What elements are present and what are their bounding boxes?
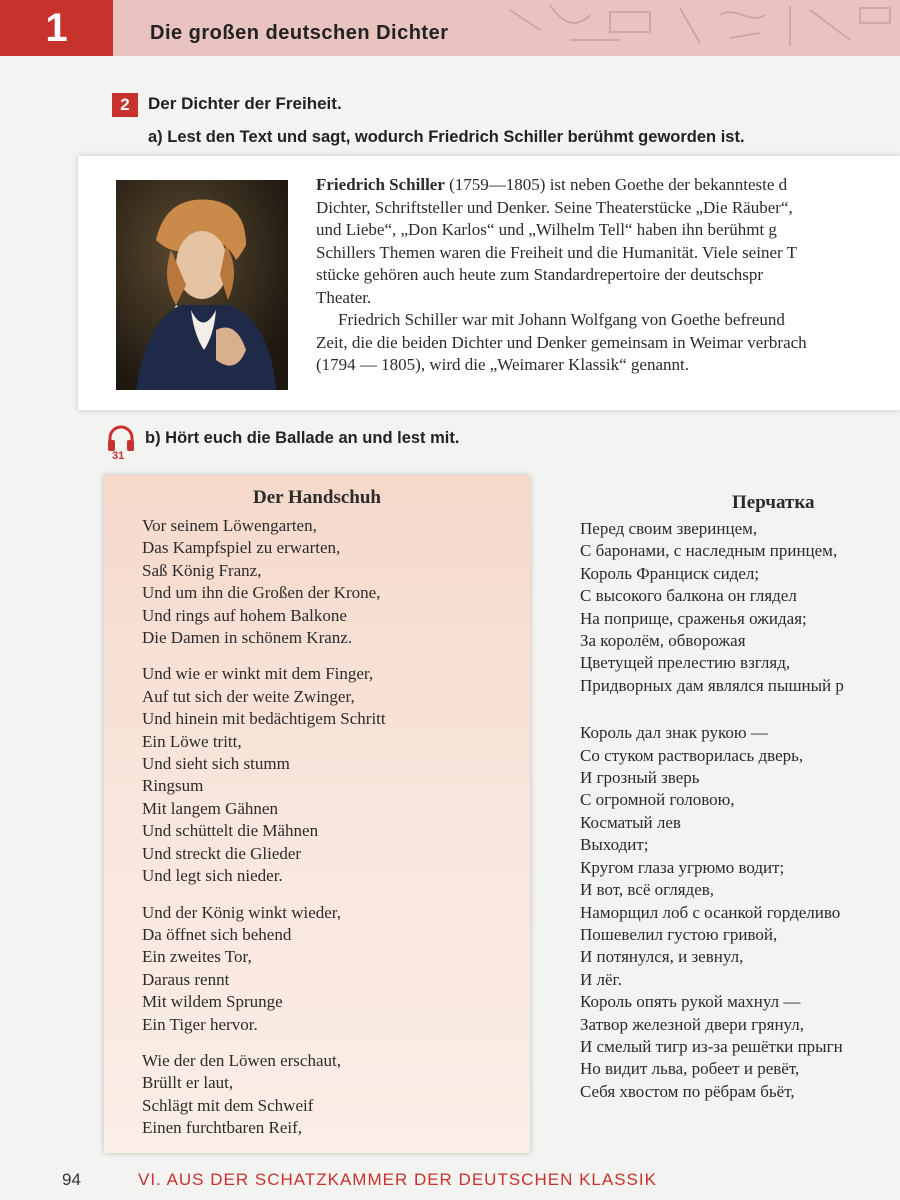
poem-line: Ein Löwe tritt,: [142, 731, 242, 751]
chapter-number: 1: [0, 0, 113, 56]
poem-line: Das Kampfspiel zu erwarten,: [142, 538, 341, 558]
stanza: [580, 722, 900, 1103]
poem-line: Король опять рукой махнул —: [580, 992, 801, 1012]
poem-line: Wie der den Löwen erschaut,: [142, 1050, 341, 1070]
poem-line: Und sieht sich stumm: [142, 754, 290, 774]
bio-line: (1759—1805) ist neben Goethe der bekannteste d: [444, 175, 788, 194]
section-footer: VI. AUS DER SCHATZKAMMER DER DEUTSCHEN KLASSIK: [138, 1170, 657, 1189]
exercise-title: Der Dichter der Freiheit.: [148, 94, 342, 113]
bio-card: [78, 156, 900, 410]
poem-line: И смелый тигр из-за решётки прыгн: [580, 1036, 843, 1056]
bio-name: Friedrich Schiller: [316, 175, 445, 194]
poem-line: Ein Tiger hervor.: [142, 1014, 258, 1034]
poem-line: Und rings auf hohem Balkone: [142, 605, 347, 625]
poem-line: Und um ihn die Großen der Krone,: [142, 583, 381, 603]
poem-line: За королём, обворожая: [580, 631, 746, 651]
poem-line: И вот, всё оглядев,: [580, 880, 715, 900]
poem-line: С баронами, с наследным принцем,: [580, 541, 838, 561]
poem-line: Но видит льва, робеет и ревёт,: [580, 1059, 800, 1079]
poem-line: Ein zweites Tor,: [142, 947, 252, 967]
chapter-title: Die großen deutschen Dichter: [150, 22, 449, 44]
poem-line: Перед своим зверинцем,: [580, 519, 758, 538]
decorative-doodles-icon: [490, 0, 900, 56]
poem-line: Und streckt die Glieder: [142, 843, 302, 863]
poem-line: Со стуком растворилась дверь,: [580, 745, 804, 765]
poem-line: Ringsum: [142, 776, 204, 796]
poem-title-german: Der Handschuh: [253, 487, 381, 508]
poem-lines-russian: [580, 518, 900, 1128]
poem-line: Король дал знак рукою —: [580, 723, 768, 743]
poem-line: Einen furchtbaren Reif,: [142, 1118, 303, 1138]
poem-line: Auf tut sich der weite Zwinger,: [142, 686, 355, 706]
task-a: a) Lest den Text und sagt, wodurch Friedrich Schiller berühmt geworden ist.: [148, 128, 745, 146]
poem-line: Und wie er winkt mit dem Finger,: [142, 664, 374, 684]
bio-line: Schillers Themen waren die Freiheit und die Humanität. Viele seiner T: [316, 242, 797, 262]
poem-line: Da öffnet sich behend: [142, 924, 292, 944]
poem-lines-german: [142, 515, 386, 1154]
poem-title-russian: Перчатка: [732, 492, 815, 513]
poem-line: Наморщил лоб с осанкой горделиво: [580, 902, 841, 922]
bio-line: stücke gehören auch heute zum Standardrepertoire der deutschspr: [316, 265, 764, 284]
chapter-header: [0, 0, 900, 56]
poem-line: Mit wildem Sprunge: [142, 992, 283, 1012]
poem-line: Затвор железной двери грянул,: [580, 1014, 805, 1034]
poem-line: Saß König Franz,: [142, 560, 262, 580]
stanza: [580, 518, 900, 697]
poem-line: Vor seinem Löwengarten,: [142, 516, 317, 535]
bio-line: Dichter, Schriftsteller und Denker. Seine Theaterstücke „Die Räuber“,: [316, 197, 793, 217]
poem-line: Schlägt mit dem Schweif: [142, 1095, 314, 1115]
poem-line: Себя хвостом по рёбрам бьёт,: [580, 1081, 795, 1101]
poem-line: Пошевелил густою гривой,: [580, 924, 778, 944]
poem-line: И лёг.: [580, 969, 622, 989]
poem-line: С огромной головою,: [580, 790, 735, 810]
poem-line: Король Франциск сидел;: [580, 563, 760, 583]
stanza: [142, 1050, 386, 1140]
bio-line: Zeit, die die beiden Dichter und Denker gemeinsam in Weimar verbrach: [316, 332, 807, 352]
audio-track-number: 31: [112, 450, 125, 462]
poem-card-german: [104, 475, 530, 1153]
poem-line: И грозный зверь: [580, 768, 700, 788]
poem-line: Brüllt er laut,: [142, 1073, 234, 1093]
poem-line: На поприще, сраженья ожидая;: [580, 608, 807, 628]
exercise-number: 2: [112, 93, 138, 117]
poem-line: Die Damen in schönem Kranz.: [142, 628, 353, 648]
bio-line: (1794 — 1805), wird die „Weimarer Klassik“ genannt.: [316, 355, 689, 374]
bio-line: und Liebe“, „Don Karlos“ und „Wilhelm Tell“ haben ihn berühmt g: [316, 220, 777, 239]
headphones-icon[interactable]: [106, 424, 136, 452]
poem-line: Mit langem Gähnen: [142, 798, 278, 818]
poem-line: Und schüttelt die Mähnen: [142, 821, 319, 841]
bio-text: [316, 174, 900, 377]
stanza: [142, 902, 386, 1036]
poem-line: Придворных дам являлся пышный р: [580, 675, 844, 695]
poem-line: Und legt sich nieder.: [142, 866, 283, 886]
poem-line: Цветущей прелестию взгляд,: [580, 653, 791, 673]
poem-line: И потянулся, и зевнул,: [580, 947, 744, 967]
poem-line: Daraus rennt: [142, 969, 230, 989]
bio-line: Friedrich Schiller war mit Johann Wolfgang von Goethe befreund: [338, 310, 785, 329]
page-number: 94: [62, 1170, 81, 1189]
poem-line: С высокого балкона он глядел: [580, 586, 797, 606]
poem-line: Выходит;: [580, 835, 649, 855]
bio-line: Theater.: [316, 287, 372, 307]
poem-line: Косматый лев: [580, 812, 681, 832]
stanza: [142, 515, 386, 649]
poem-line: Кругом глаза угрюмо водит;: [580, 857, 785, 877]
poem-line: Und der König winkt wieder,: [142, 902, 342, 922]
poem-line: Und hinein mit bedächtigem Schritt: [142, 709, 386, 729]
task-b: b) Hört euch die Ballade an und lest mit.: [145, 429, 460, 447]
stanza: [142, 663, 386, 887]
schiller-portrait: [116, 180, 288, 390]
